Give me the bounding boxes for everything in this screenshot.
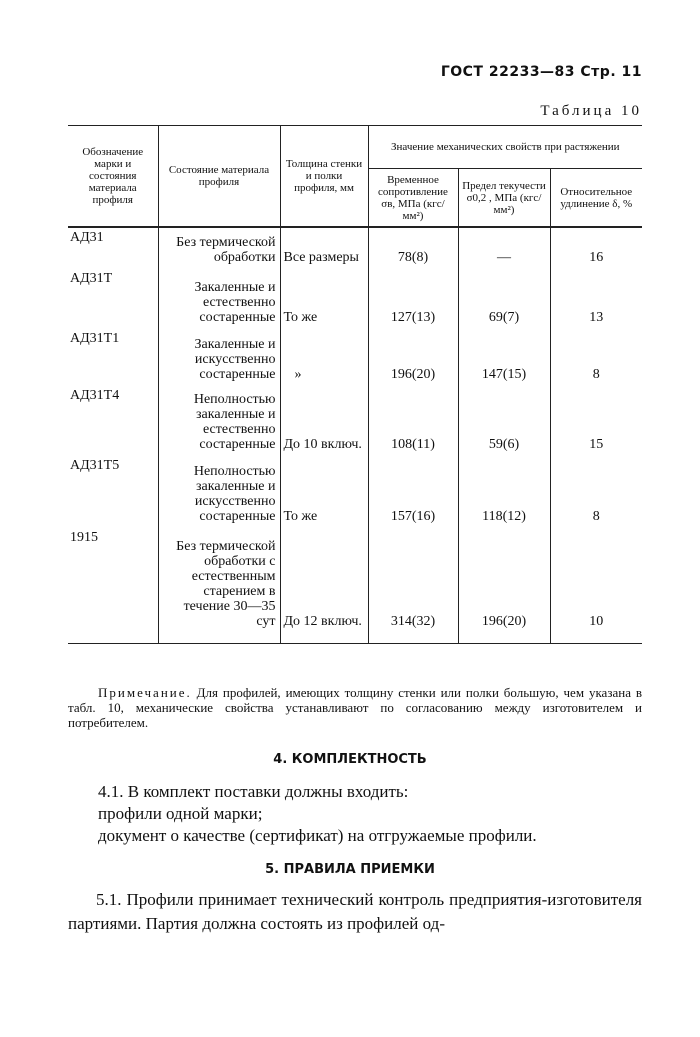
cell-grade: 1915 xyxy=(68,528,158,643)
cell-grade: АД31 xyxy=(68,227,158,269)
header-yield-strength: Предел текучести σ0,2 , МПа (кгс/мм²) xyxy=(458,169,550,227)
cell-tensile: 127(13) xyxy=(368,269,458,329)
cell-tensile: 196(20) xyxy=(368,329,458,386)
cell-thickness: То же xyxy=(280,456,368,528)
cell-tensile: 108(11) xyxy=(368,386,458,456)
cell-thickness: Все размеры xyxy=(280,227,368,269)
note-text: Для профилей, имеющих толщину стенки или полки большую, чем указана в табл. 10, механические свойства устанавливают по согласованию между изготовителем и потребителем. xyxy=(68,685,642,730)
header-tensile-strength: Временное сопротивление σв, МПа (кгс/мм²) xyxy=(368,169,458,227)
cell-elongation: 8 xyxy=(550,329,642,386)
header-state: Состояние материала профиля xyxy=(158,126,280,228)
mechanical-properties-table xyxy=(68,125,642,644)
section4-line: профили одной марки; xyxy=(98,804,263,823)
table-caption: Таблица 10 xyxy=(540,103,642,119)
header-thickness: Толщина стенки и полки профиля, мм xyxy=(280,126,368,228)
header-grade: Обозначение марки и состояния материала профиля xyxy=(68,126,158,228)
cell-thickness: » xyxy=(280,329,368,386)
cell-grade: АД31Т1 xyxy=(68,329,158,386)
cell-yield: 118(12) xyxy=(458,456,550,528)
cell-elongation: 10 xyxy=(550,528,642,643)
cell-elongation: 8 xyxy=(550,456,642,528)
table-row xyxy=(68,528,642,643)
cell-elongation: 16 xyxy=(550,227,642,269)
cell-state: Без термической обработки xyxy=(158,227,280,269)
section4-line: 4.1. В комплект поставки должны входить: xyxy=(98,782,409,801)
cell-yield: 196(20) xyxy=(458,528,550,643)
header-elongation: Относительное удлинение δ, % xyxy=(550,169,642,227)
cell-grade: АД31Т xyxy=(68,269,158,329)
cell-yield: 69(7) xyxy=(458,269,550,329)
table-row xyxy=(68,386,642,456)
cell-thickness: То же xyxy=(280,269,368,329)
note-label: Примечание. xyxy=(98,685,192,700)
cell-state: Закаленные и искусственно состаренные xyxy=(158,329,280,386)
cell-yield: 147(15) xyxy=(458,329,550,386)
cell-state: Без термической обработки с естественным старением в течение 30—35 сут xyxy=(158,528,280,643)
cell-thickness: До 12 включ. xyxy=(280,528,368,643)
table-row xyxy=(68,269,642,329)
section-title-completeness: 4. КОМПЛЕКТНОСТЬ xyxy=(273,752,427,767)
cell-elongation: 15 xyxy=(550,386,642,456)
table-row xyxy=(68,329,642,386)
cell-thickness: До 10 включ. xyxy=(280,386,368,456)
cell-state: Неполностью закаленные и искусственно состаренные xyxy=(158,456,280,528)
cell-tensile: 78(8) xyxy=(368,227,458,269)
section5-paragraph: 5.1. Профили принимает технический контроль предприятия-изготовителя партиями. Партия должна состоять из профилей од- xyxy=(68,890,642,933)
table-row xyxy=(68,227,642,269)
page-header: ГОСТ 22233—83 Стр. 11 xyxy=(440,64,642,80)
cell-yield: — xyxy=(458,227,550,269)
cell-elongation: 13 xyxy=(550,269,642,329)
header-mechanical-group: Значение механических свойств при растяжении xyxy=(368,126,642,169)
cell-tensile: 314(32) xyxy=(368,528,458,643)
cell-state: Неполностью закаленные и естественно состаренные xyxy=(158,386,280,456)
table-note xyxy=(68,685,642,730)
cell-grade: АД31Т5 xyxy=(68,456,158,528)
section4-line: документ о качестве (сертификат) на отгружаемые профили. xyxy=(98,826,537,845)
section-title-acceptance: 5. ПРАВИЛА ПРИЕМКИ xyxy=(265,862,435,877)
cell-state: Закаленные и естественно состаренные xyxy=(158,269,280,329)
cell-grade: АД31Т4 xyxy=(68,386,158,456)
cell-yield: 59(6) xyxy=(458,386,550,456)
table-row xyxy=(68,456,642,528)
cell-tensile: 157(16) xyxy=(368,456,458,528)
